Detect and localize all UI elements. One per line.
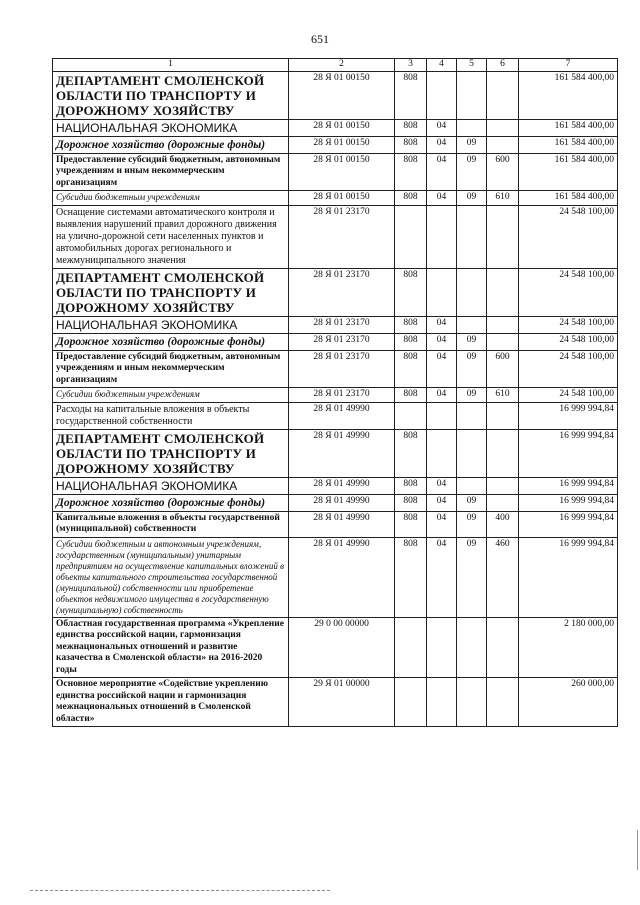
grbs-code-cell: 808 [395, 477, 427, 494]
amount-cell: 24 548 100,00 [519, 316, 618, 333]
target-article-cell: 28 Я 01 23170 [289, 350, 395, 388]
amount-cell: 16 999 994,84 [519, 429, 618, 477]
subsection-code-cell: 09 [457, 511, 487, 537]
subsection-code-cell [457, 678, 487, 727]
subsection-code-cell: 09 [457, 191, 487, 206]
section-code-cell [427, 402, 457, 429]
table-row [53, 402, 618, 429]
section-code-cell: 04 [427, 136, 457, 153]
section-code-cell: 04 [427, 333, 457, 350]
amount-cell: 16 999 994,84 [519, 477, 618, 494]
scan-edge-mark [637, 830, 638, 870]
section-code-cell: 04 [427, 350, 457, 388]
row-name-cell: Областная государственная программа «Укрепление единства российской нации, гармонизация межнациональных отношений и развитие казачества в Смоленской области» на 2016-2020 годы [53, 617, 289, 678]
row-name-cell: Дорожное хозяйство (дорожные фонды) [53, 333, 289, 350]
amount-cell: 16 999 994,84 [519, 494, 618, 511]
target-article-cell: 29 0 00 00000 [289, 617, 395, 678]
expense-type-cell [487, 316, 519, 333]
target-article-cell: 28 Я 01 23170 [289, 388, 395, 403]
grbs-code-cell: 808 [395, 71, 427, 119]
target-article-cell: 28 Я 01 23170 [289, 268, 395, 316]
target-article-cell: 28 Я 01 00150 [289, 191, 395, 206]
expense-type-cell [487, 205, 519, 268]
target-article-cell: 28 Я 01 49990 [289, 429, 395, 477]
header-cell: 1 [53, 59, 289, 72]
expense-type-cell [487, 119, 519, 136]
subsection-code-cell [457, 119, 487, 136]
target-article-cell: 28 Я 01 00150 [289, 119, 395, 136]
row-name-cell: Предоставление субсидий бюджетным, автономным учреждениям и иным некоммерческим организациям [53, 350, 289, 388]
expense-type-cell [487, 477, 519, 494]
subsection-code-cell [457, 402, 487, 429]
target-article-cell: 28 Я 01 49990 [289, 511, 395, 537]
row-name-cell: Дорожное хозяйство (дорожные фонды) [53, 136, 289, 153]
grbs-code-cell: 808 [395, 316, 427, 333]
table-row [53, 205, 618, 268]
target-article-cell: 28 Я 01 00150 [289, 153, 395, 191]
expense-type-cell [487, 617, 519, 678]
grbs-code-cell: 808 [395, 153, 427, 191]
grbs-code-cell [395, 617, 427, 678]
subsection-code-cell [457, 268, 487, 316]
table-row [53, 316, 618, 333]
row-name-cell: НАЦИОНАЛЬНАЯ ЭКОНОМИКА [53, 119, 289, 136]
grbs-code-cell: 808 [395, 191, 427, 206]
table-row [53, 136, 618, 153]
amount-cell: 24 548 100,00 [519, 268, 618, 316]
expense-type-cell: 460 [487, 537, 519, 617]
table-row [53, 191, 618, 206]
row-name-cell: ДЕПАРТАМЕНТ СМОЛЕНСКОЙ ОБЛАСТИ ПО ТРАНСПОРТУ И ДОРОЖНОМУ ХОЗЯЙСТВУ [53, 71, 289, 119]
section-code-cell [427, 617, 457, 678]
grbs-code-cell [395, 205, 427, 268]
expense-type-cell [487, 136, 519, 153]
header-cell: 3 [395, 59, 427, 72]
grbs-code-cell [395, 402, 427, 429]
subsection-code-cell: 09 [457, 388, 487, 403]
grbs-code-cell: 808 [395, 537, 427, 617]
amount-cell: 161 584 400,00 [519, 119, 618, 136]
subsection-code-cell: 09 [457, 136, 487, 153]
table-row [53, 268, 618, 316]
section-code-cell [427, 205, 457, 268]
table-header-row [53, 59, 618, 72]
table-row [53, 71, 618, 119]
subsection-code-cell [457, 316, 487, 333]
expense-type-cell [487, 402, 519, 429]
table-row [53, 511, 618, 537]
section-code-cell: 04 [427, 153, 457, 191]
grbs-code-cell: 808 [395, 136, 427, 153]
amount-cell: 16 999 994,84 [519, 537, 618, 617]
row-name-cell: ДЕПАРТАМЕНТ СМОЛЕНСКОЙ ОБЛАСТИ ПО ТРАНСПОРТУ И ДОРОЖНОМУ ХОЗЯЙСТВУ [53, 429, 289, 477]
grbs-code-cell: 808 [395, 388, 427, 403]
target-article-cell: 28 Я 01 00150 [289, 71, 395, 119]
row-name-cell: Расходы на капитальные вложения в объекты государственной собственности [53, 402, 289, 429]
grbs-code-cell: 808 [395, 119, 427, 136]
header-cell: 4 [427, 59, 457, 72]
target-article-cell: 28 Я 01 49990 [289, 402, 395, 429]
grbs-code-cell [395, 678, 427, 727]
table-row [53, 429, 618, 477]
row-name-cell: Основное мероприятие «Содействие укреплению единства российской нации и гармонизация межнациональных отношений в Смоленской области» [53, 678, 289, 727]
table-row [53, 537, 618, 617]
row-name-cell: Субсидии бюджетным учреждениям [53, 388, 289, 403]
table-row [53, 678, 618, 727]
row-name-cell: Субсидии бюджетным учреждениям [53, 191, 289, 206]
section-code-cell [427, 678, 457, 727]
expense-type-cell: 400 [487, 511, 519, 537]
subsection-code-cell: 09 [457, 333, 487, 350]
grbs-code-cell: 808 [395, 350, 427, 388]
row-name-cell: НАЦИОНАЛЬНАЯ ЭКОНОМИКА [53, 316, 289, 333]
table-row [53, 333, 618, 350]
table-row [53, 477, 618, 494]
row-name-cell: НАЦИОНАЛЬНАЯ ЭКОНОМИКА [53, 477, 289, 494]
amount-cell: 24 548 100,00 [519, 388, 618, 403]
expense-type-cell: 610 [487, 388, 519, 403]
grbs-code-cell: 808 [395, 268, 427, 316]
expense-type-cell: 610 [487, 191, 519, 206]
target-article-cell: 28 Я 01 23170 [289, 316, 395, 333]
amount-cell: 16 999 994,84 [519, 402, 618, 429]
amount-cell: 16 999 994,84 [519, 511, 618, 537]
subsection-code-cell: 09 [457, 494, 487, 511]
subsection-code-cell: 09 [457, 537, 487, 617]
expense-type-cell: 600 [487, 350, 519, 388]
expense-type-cell [487, 268, 519, 316]
page-number: 651 [311, 32, 329, 46]
subsection-code-cell [457, 205, 487, 268]
subsection-code-cell [457, 617, 487, 678]
section-code-cell: 04 [427, 119, 457, 136]
grbs-code-cell: 808 [395, 494, 427, 511]
amount-cell: 260 000,00 [519, 678, 618, 727]
table-row [53, 388, 618, 403]
section-code-cell [427, 429, 457, 477]
amount-cell: 161 584 400,00 [519, 191, 618, 206]
section-code-cell [427, 268, 457, 316]
target-article-cell: 28 Я 01 49990 [289, 494, 395, 511]
grbs-code-cell: 808 [395, 429, 427, 477]
amount-cell: 2 180 000,00 [519, 617, 618, 678]
table-row [53, 350, 618, 388]
section-code-cell: 04 [427, 477, 457, 494]
amount-cell: 161 584 400,00 [519, 71, 618, 119]
amount-cell: 24 548 100,00 [519, 205, 618, 268]
expense-type-cell [487, 71, 519, 119]
expense-type-cell [487, 429, 519, 477]
section-code-cell: 04 [427, 191, 457, 206]
target-article-cell: 28 Я 01 00150 [289, 136, 395, 153]
expense-type-cell: 600 [487, 153, 519, 191]
amount-cell: 161 584 400,00 [519, 153, 618, 191]
subsection-code-cell: 09 [457, 350, 487, 388]
section-code-cell: 04 [427, 494, 457, 511]
row-name-cell: Капитальные вложения в объекты государственной (муниципальной) собственности [53, 511, 289, 537]
budget-table [52, 58, 618, 727]
expense-type-cell [487, 494, 519, 511]
section-code-cell: 04 [427, 388, 457, 403]
row-name-cell: Субсидии бюджетным и автономным учреждениям, государственным (муниципальным) унитарным предприятиям на осуществление капитальных вложений в объекты капитального строительства государственной (муниципальной) собственности или приобретение объектов недвижимого имущества в государственную (муниципальную) собственность [53, 537, 289, 617]
amount-cell: 24 548 100,00 [519, 333, 618, 350]
grbs-code-cell: 808 [395, 511, 427, 537]
subsection-code-cell [457, 477, 487, 494]
section-code-cell: 04 [427, 511, 457, 537]
target-article-cell: 28 Я 01 23170 [289, 333, 395, 350]
target-article-cell: 28 Я 01 23170 [289, 205, 395, 268]
grbs-code-cell: 808 [395, 333, 427, 350]
section-code-cell: 04 [427, 316, 457, 333]
target-article-cell: 28 Я 01 49990 [289, 537, 395, 617]
table-row [53, 617, 618, 678]
subsection-code-cell: 09 [457, 153, 487, 191]
table-row [53, 119, 618, 136]
target-article-cell: 29 Я 01 00000 [289, 678, 395, 727]
subsection-code-cell [457, 429, 487, 477]
amount-cell: 24 548 100,00 [519, 350, 618, 388]
amount-cell: 161 584 400,00 [519, 136, 618, 153]
expense-type-cell [487, 333, 519, 350]
header-cell: 7 [519, 59, 618, 72]
footer-line [30, 890, 330, 891]
expense-type-cell [487, 678, 519, 727]
table-row [53, 494, 618, 511]
row-name-cell: Оснащение системами автоматического контроля и выявления нарушений правил дорожного движения на улично-дорожной сети населенных пунктов и автомобильных дорогах регионального и межмуниципального значения [53, 205, 289, 268]
section-code-cell: 04 [427, 537, 457, 617]
row-name-cell: Дорожное хозяйство (дорожные фонды) [53, 494, 289, 511]
target-article-cell: 28 Я 01 49990 [289, 477, 395, 494]
header-cell: 6 [487, 59, 519, 72]
row-name-cell: ДЕПАРТАМЕНТ СМОЛЕНСКОЙ ОБЛАСТИ ПО ТРАНСПОРТУ И ДОРОЖНОМУ ХОЗЯЙСТВУ [53, 268, 289, 316]
table-row [53, 153, 618, 191]
subsection-code-cell [457, 71, 487, 119]
section-code-cell [427, 71, 457, 119]
header-cell: 5 [457, 59, 487, 72]
header-cell: 2 [289, 59, 395, 72]
row-name-cell: Предоставление субсидий бюджетным, автономным учреждениям и иным некоммерческим организациям [53, 153, 289, 191]
